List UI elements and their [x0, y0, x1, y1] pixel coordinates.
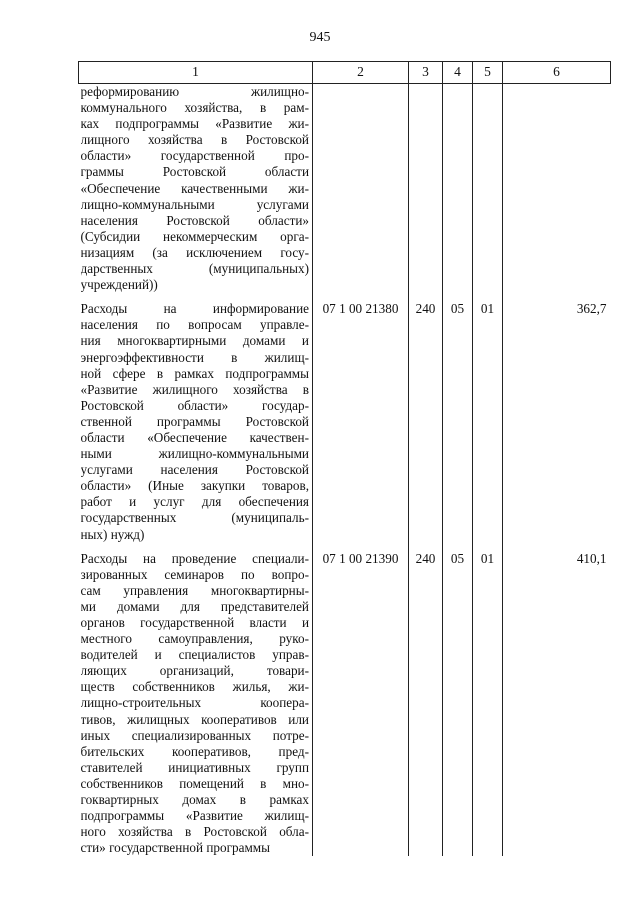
- spacer-cell: [409, 293, 443, 301]
- description-line: ных) нужд): [80, 526, 145, 542]
- description-line: учреждений)): [80, 277, 158, 293]
- description-line: ках подпрограммы «Развитие жи-: [80, 116, 309, 132]
- description-line: иных специализированных потре-: [80, 727, 309, 743]
- description-line: сти» государственной программы: [80, 840, 270, 856]
- description-line: государственных (муниципаль-: [80, 510, 309, 526]
- description-line: Расходы на проведение специали-: [80, 550, 309, 566]
- row-description: [79, 301, 313, 542]
- row-pr-cell: 01: [473, 551, 503, 857]
- description-line: области» государственной про-: [80, 148, 309, 164]
- spacer-cell: [313, 543, 409, 551]
- description-line: гоквартирных домах в рамках: [80, 792, 309, 808]
- row-vr-cell: 240: [409, 301, 443, 542]
- description-line: населения по вопросам управле-: [80, 317, 309, 333]
- row-rz-cell: 05: [443, 301, 473, 542]
- description-line: населения Ростовской области»: [80, 212, 309, 228]
- description-line: ной сфере в рамках подпрограммы: [80, 365, 309, 381]
- row-amount-cell: [503, 84, 611, 294]
- spacer-cell: [79, 293, 313, 301]
- description-line: дарственных (муниципальных): [80, 261, 309, 277]
- description-line: работ и услуг для обеспечения: [80, 494, 309, 510]
- description-line: ми домами для представителей: [80, 598, 309, 614]
- col-header-6: 6: [503, 62, 611, 84]
- row-code-cell: 07 1 00 21390: [313, 551, 409, 857]
- description-line: граммы Ростовской области: [80, 164, 309, 180]
- spacer-cell: [79, 543, 313, 551]
- budget-table: [78, 61, 611, 856]
- description-line: водителей и специалистов управ-: [80, 647, 309, 663]
- description-line: «Развитие жилищного хозяйства в: [80, 381, 309, 397]
- row-vr-cell: 240: [409, 551, 443, 857]
- row-code-cell: 07 1 00 21380: [313, 301, 409, 542]
- description-line: области «Обеспечение качествен-: [80, 429, 309, 445]
- description-line: собственников помещений в мно-: [80, 775, 309, 791]
- page-number: 945: [309, 30, 331, 45]
- description-line: подпрограммы «Развитие жилищ-: [80, 808, 309, 824]
- col-header-4: 4: [443, 62, 473, 84]
- description-line: Расходы на информирование: [80, 301, 309, 317]
- spacer-cell: [443, 543, 473, 551]
- description-line: ществ собственников жилья, жи-: [80, 679, 309, 695]
- description-line: «Обеспечение качественными жи-: [80, 180, 309, 196]
- col-header-1: 1: [79, 62, 313, 84]
- row-pr-cell: 01: [473, 301, 503, 542]
- description-line: области» (Иные закупки товаров,: [80, 478, 309, 494]
- row-description: [79, 84, 313, 294]
- description-line: органов государственной власти и: [80, 615, 309, 630]
- table-row: [79, 301, 611, 542]
- description-line: бительских кооперативов, пред-: [80, 743, 309, 759]
- description-line: лищно-строительных коопера-: [80, 695, 309, 711]
- row-amount-cell: 410,1: [503, 551, 611, 857]
- row-vr-cell: [409, 84, 443, 294]
- table-row: [79, 551, 611, 857]
- spacer-cell: [313, 293, 409, 301]
- row-code-cell: [313, 84, 409, 294]
- description-line: сам управления многоквартирны-: [80, 582, 309, 598]
- col-header-3: 3: [409, 62, 443, 84]
- description-line: ственной программы Ростовской: [80, 413, 309, 429]
- description-line: коммунального хозяйства, в рам-: [80, 100, 309, 116]
- description-line: ставителей инициативных групп: [80, 759, 309, 775]
- description-line: ного хозяйства в Ростовской обла-: [80, 824, 309, 840]
- description-line: лищно-коммунальными услугами: [80, 196, 309, 212]
- description-line: местного самоуправления, руко-: [80, 631, 309, 647]
- spacer-cell: [443, 293, 473, 301]
- spacer-cell: [503, 293, 611, 301]
- spacer-cell: [503, 543, 611, 551]
- spacer-cell: [473, 293, 503, 301]
- description-line: услугами населения Ростовской: [80, 462, 309, 478]
- row-spacer: [79, 293, 611, 301]
- table-header: [79, 62, 611, 84]
- row-description: [79, 551, 313, 857]
- description-line: ными жилищно-коммунальными: [80, 446, 309, 462]
- description-line: энергоэффективности в жилищ-: [80, 349, 309, 365]
- col-header-2: 2: [313, 62, 409, 84]
- description-line: (Субсидии некоммерческим орга-: [80, 228, 309, 244]
- description-line: Ростовской области» государ-: [80, 397, 309, 413]
- description-line: ляющих организаций, товари-: [80, 663, 309, 679]
- description-line: лищного хозяйства в Ростовской: [80, 132, 309, 148]
- table-row: [79, 84, 611, 294]
- row-rz-cell: 05: [443, 551, 473, 857]
- description-line: зированных семинаров по вопро-: [80, 566, 309, 582]
- description-line: ния многоквартирными домами и: [80, 333, 309, 349]
- spacer-cell: [409, 543, 443, 551]
- row-spacer: [79, 543, 611, 551]
- row-amount-cell: 362,7: [503, 301, 611, 542]
- row-pr-cell: [473, 84, 503, 294]
- table-body: [79, 84, 611, 857]
- col-header-5: 5: [473, 62, 503, 84]
- description-line: реформированию жилищно-: [80, 84, 309, 99]
- description-line: тивов, жилищных кооперативов или: [80, 711, 309, 727]
- header-row: [79, 62, 611, 84]
- description-line: низациям (за исключением госу-: [80, 244, 309, 260]
- row-rz-cell: [443, 84, 473, 294]
- spacer-cell: [473, 543, 503, 551]
